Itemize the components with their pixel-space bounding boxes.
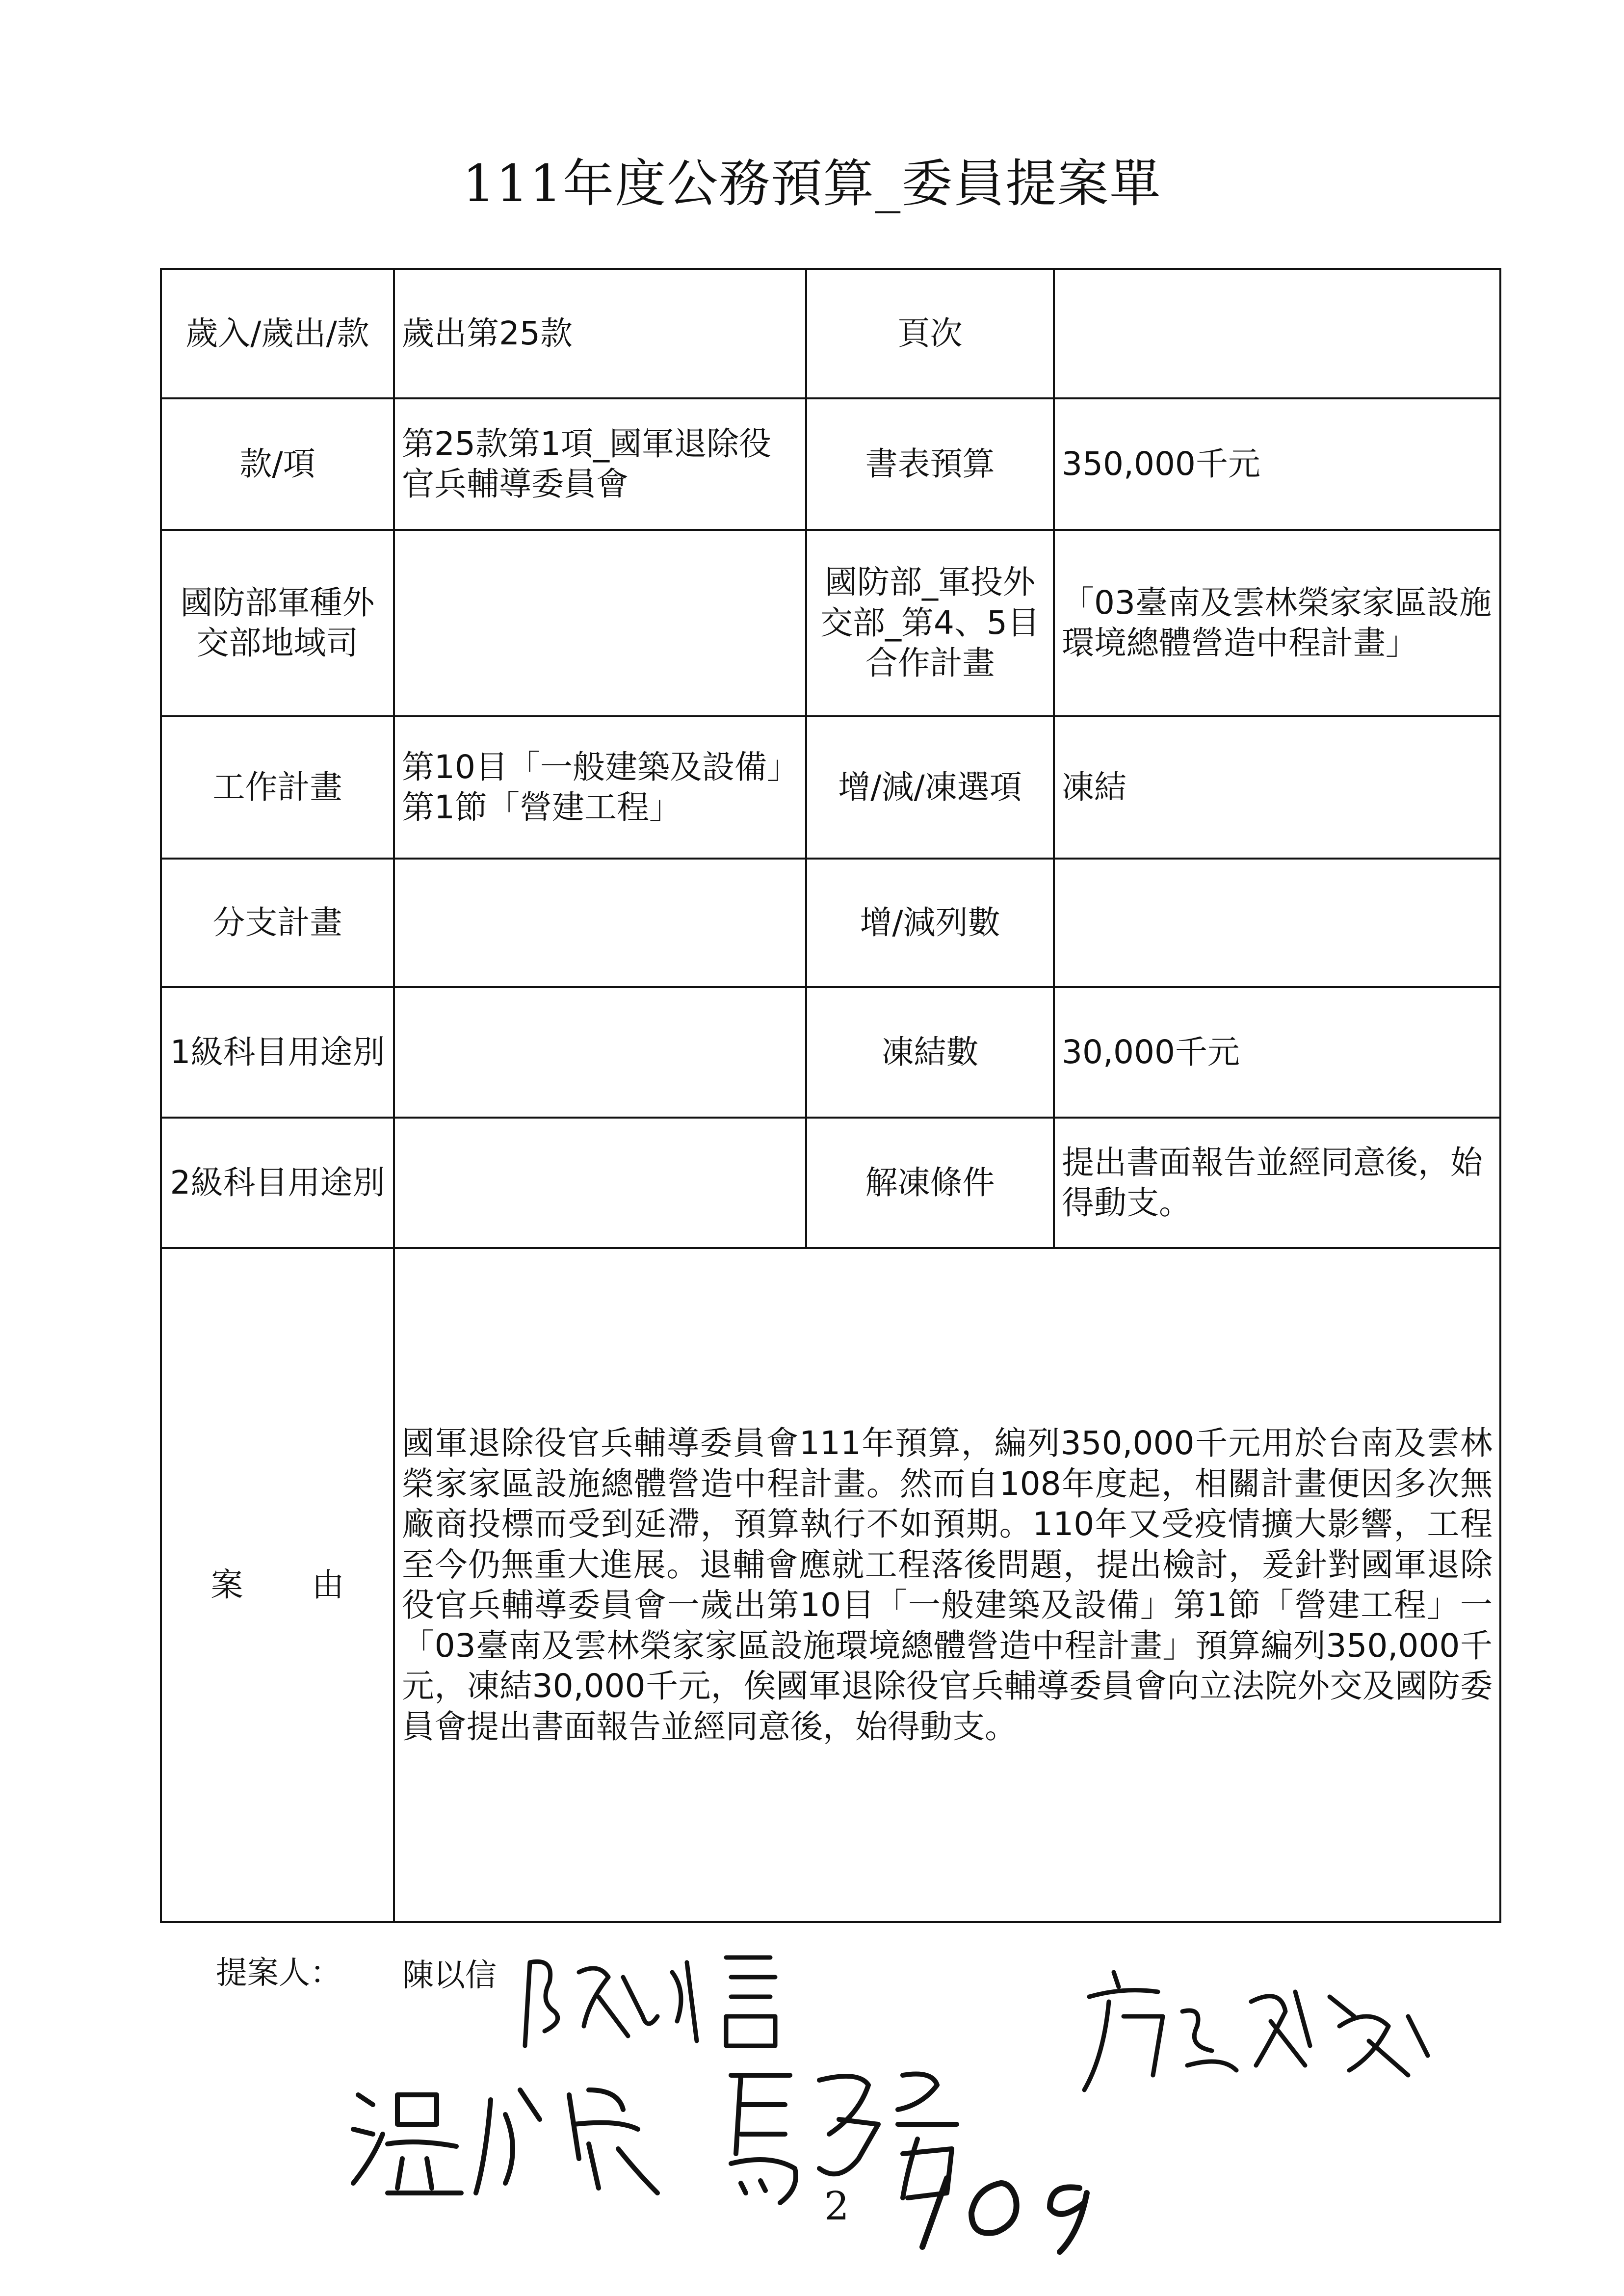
value-sub-plan [394, 859, 806, 987]
value-statement-budget: 350,000千元 [1054, 398, 1500, 530]
value-unfreeze-condition: 提出書面報告並經同意後，始得動支。 [1054, 1118, 1500, 1248]
table-row [161, 398, 1500, 530]
value-frozen-amount: 30,000千元 [1054, 987, 1500, 1118]
label-adjust-amount: 增/減列數 [806, 859, 1054, 987]
label-level2-purpose: 2級科目用途別 [161, 1118, 394, 1248]
label-military-region: 國防部軍種外交部地域司 [161, 530, 394, 716]
value-level2-purpose [394, 1118, 806, 1248]
table-row [161, 987, 1500, 1118]
label-level1-purpose: 1級科目用途別 [161, 987, 394, 1118]
table-row [161, 530, 1500, 716]
proposer-name: 陳以信 [402, 1957, 497, 1994]
table-row [161, 859, 1500, 987]
handwritten-number [903, 2149, 1119, 2257]
value-level1-purpose [394, 987, 806, 1118]
label-sub-plan: 分支計畫 [161, 859, 394, 987]
signature-wen-yu-hsia [343, 2061, 677, 2208]
label-work-plan: 工作計畫 [161, 716, 394, 859]
label-cooperation-plan: 國防部_軍投外交部_第4、5目合作計畫 [806, 530, 1054, 716]
label-section-item: 款/項 [161, 398, 394, 530]
label-frozen-amount: 凍結數 [806, 987, 1054, 1118]
table-row [161, 716, 1500, 859]
value-reason: 國軍退除役官兵輔導委員會111年預算，編列350,000千元用於台南及雲林榮家家區設施總體營造中程計畫。然而自108年度起，相關計畫便因多次無廠商投標而受到延滯，預算執行不如預期。110年又受疫情擴大影響，工程至今仍無重大進展。退輔會應就工程落後問題，提出檢討，爰針對國軍退除役官兵輔導委員會一歲出第10目「一般建築及設備」第1節「營建工程」一「03臺南及雲林榮家家區設施環境總體營造中程計畫」預算編列350,000千元，凍結30,000千元，俟國軍退除役官兵輔導委員會向立法院外交及國防委員會提出書面報告並經同意後，始得動支。 [394, 1248, 1500, 1922]
value-section-item: 第25款第1項_國軍退除役官兵輔導委員會 [394, 398, 806, 530]
label-reason [161, 1248, 394, 1922]
label-budget-type: 歲入/歲出/款 [161, 269, 394, 398]
reason-label-text: 案 由 [210, 1565, 344, 1604]
value-work-plan: 第10目「一般建築及設備」第1節「營建工程」 [394, 716, 806, 859]
value-cooperation-plan: 「03臺南及雲林榮家家區設施環境總體營造中程計畫」 [1054, 530, 1500, 716]
value-page [1054, 269, 1500, 398]
page-title: 111年度公務預算_委員提案單 [462, 154, 1162, 213]
label-statement-budget: 書表預算 [806, 398, 1054, 530]
value-military-region [394, 530, 806, 716]
label-page: 頁次 [806, 269, 1054, 398]
page-number: 2 [824, 2183, 849, 2229]
table-row [161, 1118, 1500, 1248]
value-adjust-amount [1054, 859, 1500, 987]
proposer-label: 提案人： [216, 1955, 341, 1991]
label-unfreeze-condition: 解凍條件 [806, 1118, 1054, 1248]
table-row [161, 269, 1500, 398]
proposal-form-table [160, 268, 1501, 1923]
signature-lai-shyh-bao [1074, 1957, 1447, 2105]
value-adjust-option: 凍結 [1054, 716, 1500, 859]
signature-chen-yi-hsin [510, 1943, 864, 2061]
table-row [161, 1248, 1500, 1922]
label-adjust-option: 增/減/凍選項 [806, 716, 1054, 859]
value-budget-type: 歲出第25款 [394, 269, 806, 398]
